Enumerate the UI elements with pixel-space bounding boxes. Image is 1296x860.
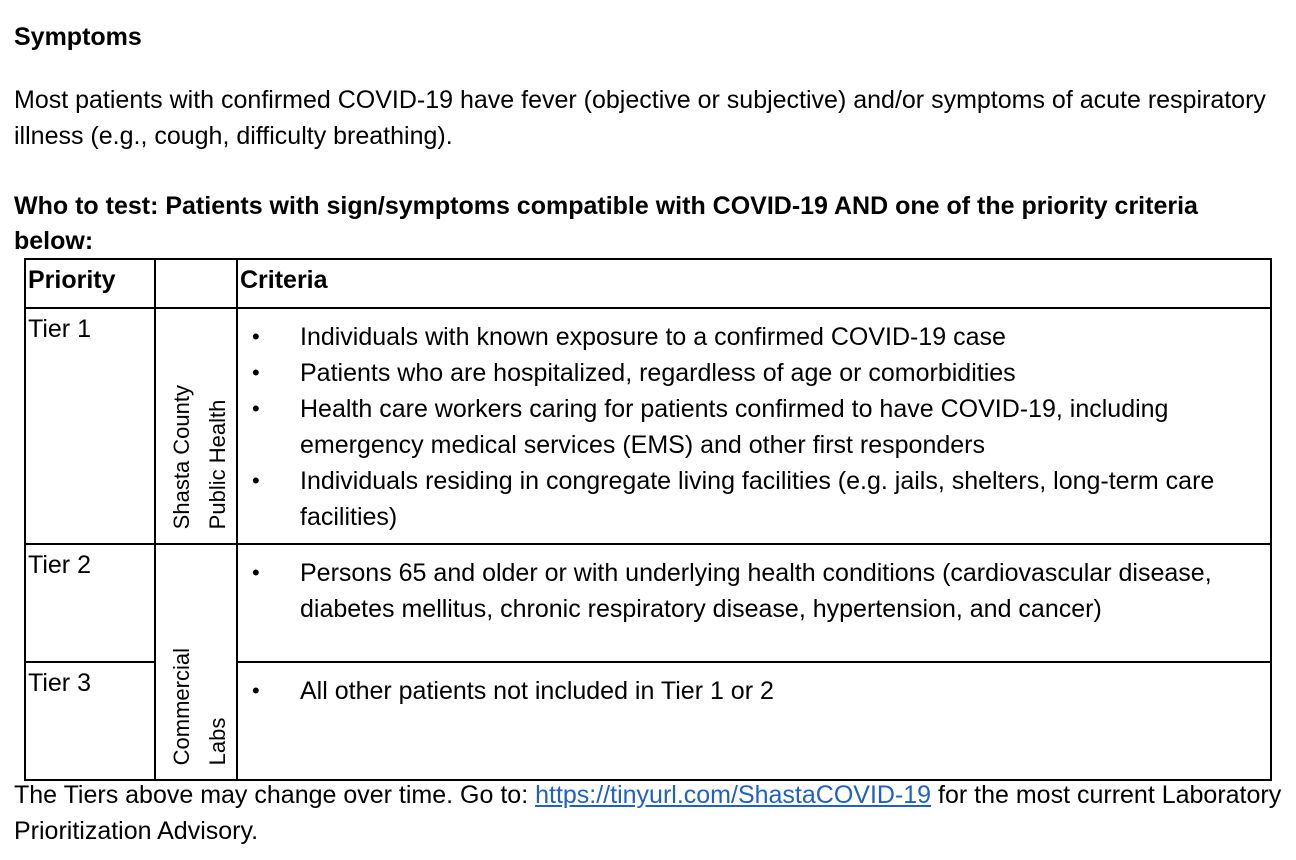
advisory-link[interactable]: https://tinyurl.com/ShastaCOVID-19 xyxy=(535,781,932,809)
source-header xyxy=(155,259,237,308)
bullet-icon: • xyxy=(252,468,260,493)
bullet-icon: • xyxy=(252,324,260,349)
tier-cell xyxy=(25,662,155,780)
list-item: • Health care workers caring for patients confirmed to have COVID-19, including emergency medical services (EMS) and other first responders xyxy=(238,391,1270,463)
list-item: • All other patients not included in Tier 1 or 2 xyxy=(238,673,1270,709)
criteria-list xyxy=(238,545,1270,635)
criteria-list xyxy=(238,663,1270,717)
bullet-icon: • xyxy=(252,396,260,421)
criteria-cell xyxy=(237,662,1271,780)
list-item: • Individuals residing in congregate living facilities (e.g. jails, shelters, long-term care facilities) xyxy=(238,463,1270,535)
criteria-list xyxy=(238,309,1270,543)
table-row xyxy=(25,308,1271,544)
footer-paragraph: The Tiers above may change over time. Go to: https://tinyurl.com/ShastaCOVID-19 for the most current Laboratory Prioritization Advisory. xyxy=(14,781,1282,845)
section-heading: Symptoms xyxy=(14,23,142,51)
tier-cell xyxy=(25,544,155,662)
who-to-test-paragraph: Who to test: Patients with sign/symptoms compatible with COVID-19 AND one of the priority criteria below: xyxy=(14,192,1198,255)
bullet-icon: • xyxy=(252,560,260,585)
list-item: • Patients who are hospitalized, regardless of age or comorbidities xyxy=(238,355,1270,391)
criteria-header: Criteria xyxy=(237,259,1271,308)
list-item: • Individuals with known exposure to a confirmed COVID-19 case xyxy=(238,319,1270,355)
list-item: • Persons 65 and older or with underlying health conditions (cardiovascular disease, diabetes mellitus, chronic respiratory disease, hypertension, and cancer) xyxy=(238,555,1270,627)
tier-cell xyxy=(25,308,155,544)
bullet-icon: • xyxy=(252,678,260,703)
source-cell-commercial xyxy=(155,544,237,780)
commercial-labs-label: Commercial Labs xyxy=(169,647,230,765)
source-cell-public-health xyxy=(155,308,237,544)
public-health-label: Shasta County Public Health xyxy=(169,384,230,529)
intro-paragraph: Most patients with confirmed COVID-19 have fever (objective or subjective) and/or symptoms of acute respiratory illness (e.g., cough, difficulty breathing). xyxy=(14,86,1266,150)
bullet-icon: • xyxy=(252,360,260,385)
criteria-cell xyxy=(237,544,1271,662)
tier-label: Tier 3 xyxy=(28,669,91,697)
criteria-cell xyxy=(237,308,1271,544)
priority-header: Priority xyxy=(25,259,155,308)
priority-table xyxy=(24,258,1272,781)
table-row xyxy=(25,544,1271,662)
table-header-row xyxy=(25,259,1271,308)
tier-label: Tier 1 xyxy=(28,315,91,343)
tier-label: Tier 2 xyxy=(28,551,91,579)
